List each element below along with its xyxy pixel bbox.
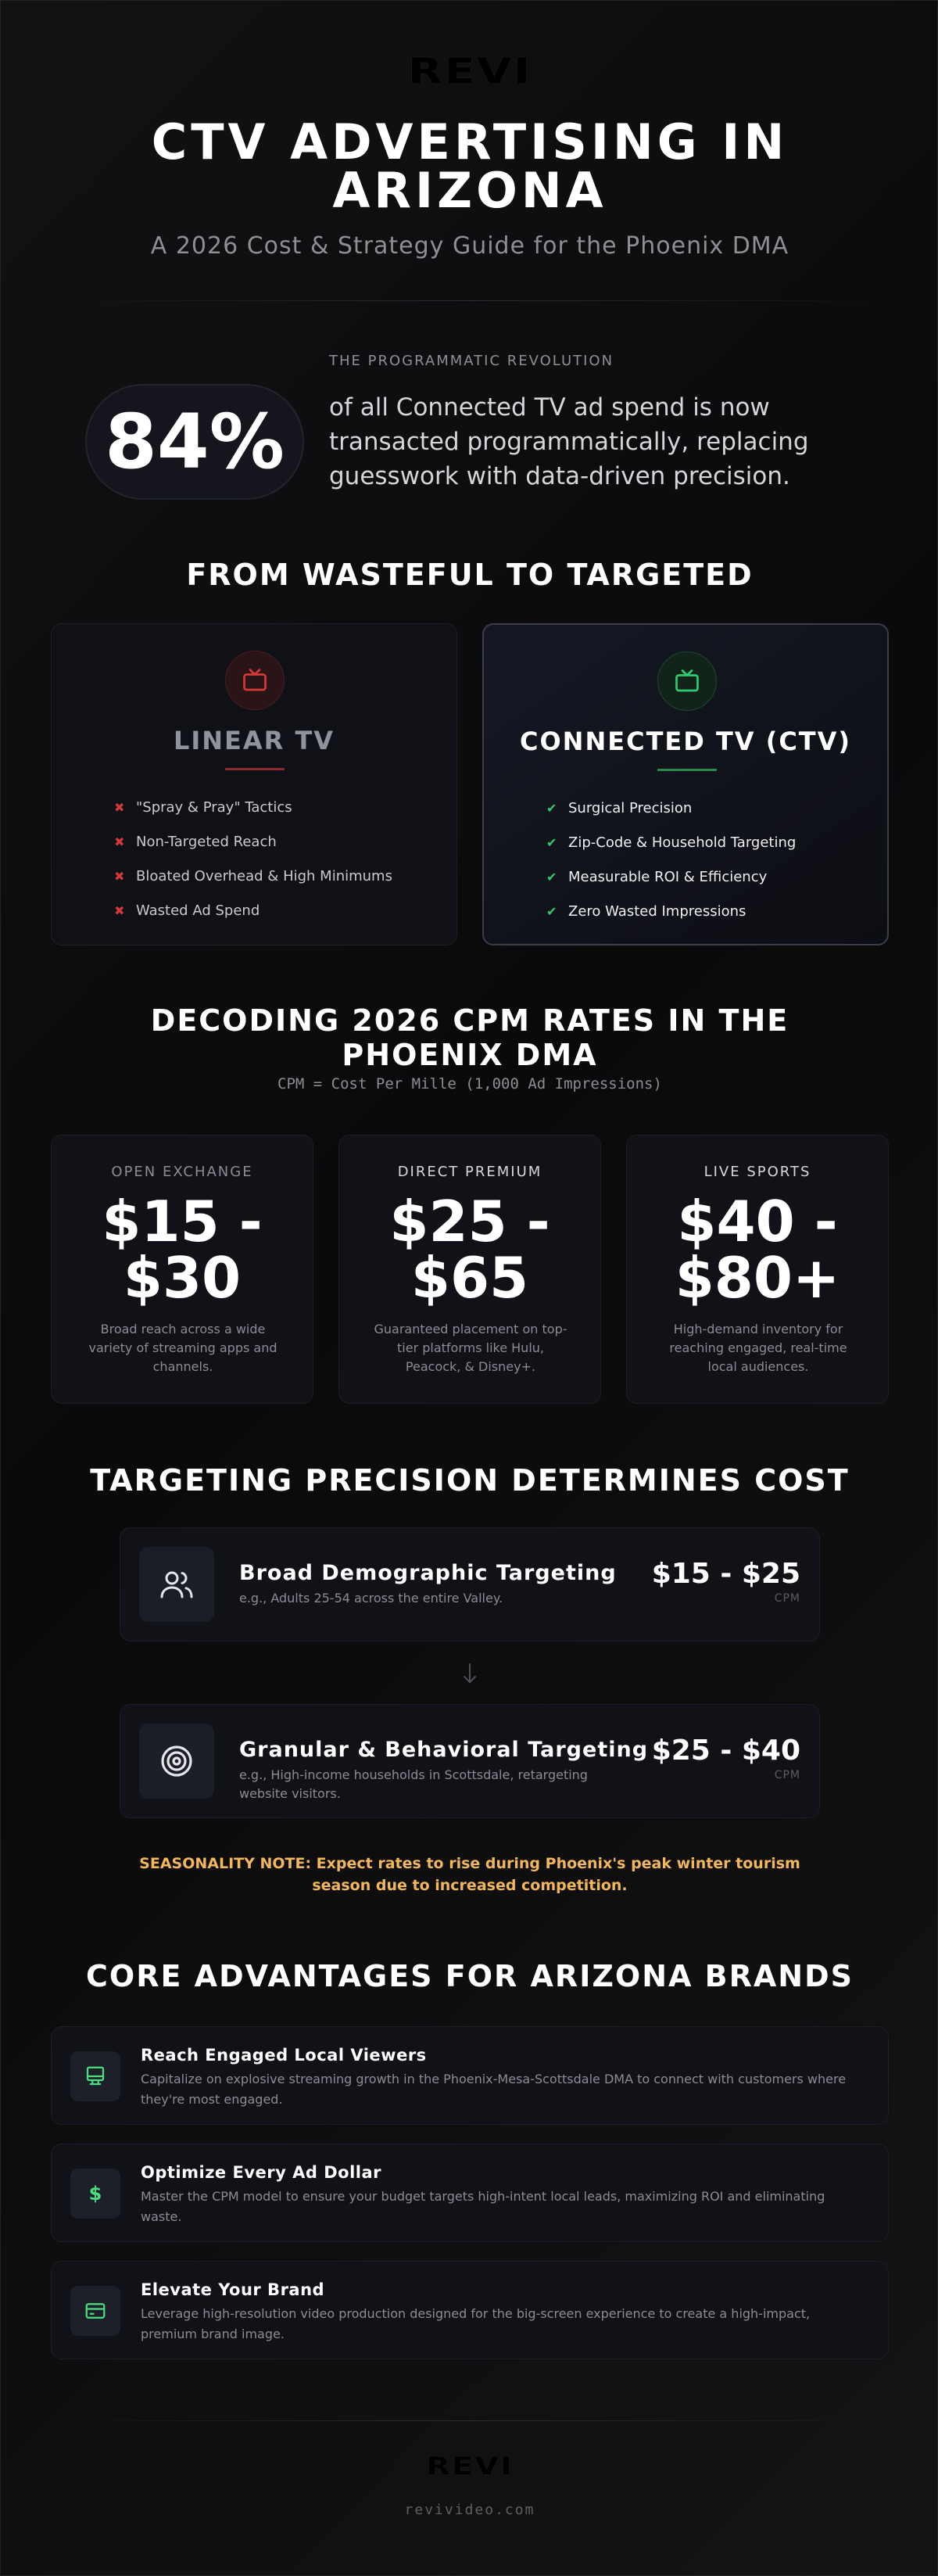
tier-granular (120, 1704, 820, 1818)
tier-unit: CPM (774, 1592, 800, 1605)
cpm-label: OPEN EXCHANGE (111, 1164, 253, 1180)
list-item: ✔ Zip-Code & Household Targeting (546, 834, 797, 851)
tier-title: Granular & Behavioral Targeting (239, 1738, 649, 1762)
cpm-description: Guaranteed placement on top-tier platforms like Hulu, Peacock, & Disney+. (374, 1322, 567, 1374)
cpm-label: DIRECT PREMIUM (397, 1164, 542, 1180)
target-icon (139, 1724, 214, 1799)
linear-tv-title: LINEAR TV (173, 726, 335, 755)
stat-eyebrow: THE PROGRAMMATIC REVOLUTION (329, 353, 614, 369)
arrow-down-icon (460, 1662, 479, 1688)
check-icon: ✔ (546, 869, 557, 884)
users-icon (139, 1547, 214, 1622)
list-item: ✔ Surgical Precision (546, 799, 693, 816)
advantage-title: Optimize Every Ad Dollar (141, 2163, 381, 2182)
check-icon: ✔ (546, 903, 557, 919)
page-subtitle: A 2026 Cost & Strategy Guide for the Phoenix DMA (150, 232, 789, 260)
advantage-description: Capitalize on explosive streaming growth in the Phoenix-Mesa-Scottsdale DMA to connect with customers where they're most engaged. (141, 2072, 847, 2107)
cpm-label: LIVE SPORTS (704, 1164, 811, 1180)
cpm-card-open-exchange (51, 1135, 313, 1404)
stat-description: of all Connected TV ad spend is now transacted programmatically, replacing guesswork with data-driven precision. (329, 393, 809, 490)
check-icon: ✔ (546, 800, 557, 816)
tv-icon (225, 651, 285, 710)
tier-description: e.g., High-income households in Scottsdale, retargeting website visitors. (239, 1767, 588, 1801)
cpm-card-live-sports (626, 1135, 889, 1404)
tier-price: $15 - $25 (651, 1558, 800, 1590)
advantage-title: Reach Engaged Local Viewers (141, 2046, 427, 2065)
linear-tv-card (51, 623, 457, 945)
tier-broad (120, 1527, 820, 1641)
cpm-title: DECODING 2026 CPM RATES IN THE PHOENIX DMA (150, 1003, 789, 1072)
ctv-list (546, 791, 796, 928)
check-icon: ✔ (546, 834, 557, 850)
advantage-title: Elevate Your Brand (141, 2280, 325, 2299)
cpm-value: $25 - $65 (389, 1189, 550, 1311)
list-item: ✖ Bloated Overhead & High Minimums (114, 867, 392, 884)
cpm-value: $15 - $30 (102, 1189, 263, 1311)
list-item: ✖ Wasted Ad Spend (114, 902, 260, 919)
list-item: ✖ Non-Targeted Reach (114, 833, 277, 850)
linear-tv-rule (225, 768, 285, 770)
ctv-card (482, 623, 889, 945)
cpm-description: Broad reach across a wide variety of streaming apps and channels. (88, 1322, 277, 1374)
tier-unit: CPM (774, 1769, 800, 1781)
list-item: ✔ Measurable ROI & Efficiency (546, 868, 768, 885)
list-item: ✖ "Spray & Pray" Tactics (114, 798, 292, 816)
advantage-item (51, 2144, 889, 2242)
seasonality-note: SEASONALITY NOTE: Expect rates to rise during Phoenix's peak winter tourism season due to increased competition. (139, 1855, 800, 1894)
advantage-description: Master the CPM model to ensure your budget targets high-intent local leads, maximizing ROI and eliminating waste. (141, 2189, 825, 2224)
header-logo (1, 45, 938, 98)
divider (51, 2420, 889, 2421)
x-icon: ✖ (114, 834, 125, 849)
x-icon: ✖ (114, 868, 125, 884)
brand-logo: REVI (426, 2452, 514, 2481)
brand-logo: REVI (407, 50, 532, 92)
tier-description: e.g., Adults 25-54 across the entire Valley. (239, 1591, 503, 1606)
footer-logo (1, 2449, 938, 2485)
cpm-value: $40 - $80+ (675, 1189, 840, 1311)
page-title: CTV ADVERTISING IN ARIZONA (151, 113, 789, 219)
footer-url-link[interactable]: revivideo.com (404, 2502, 535, 2518)
monitor-icon (70, 2051, 120, 2101)
ctv-rule (657, 769, 717, 771)
advantage-item (51, 2026, 889, 2125)
comparison-title: FROM WASTEFUL TO TARGETED (186, 558, 754, 592)
advantages-title: CORE ADVANTAGES FOR ARIZONA BRANDS (86, 1959, 854, 1993)
x-icon: ✖ (114, 799, 125, 815)
stat-value: 84% (85, 384, 304, 500)
linear-tv-list (114, 790, 392, 927)
advantage-description: Leverage high-resolution video production designed for the big-screen experience to create a high-impact, premium brand image. (141, 2306, 811, 2341)
divider (51, 300, 889, 301)
cpm-subtitle: CPM = Cost Per Mille (1,000 Ad Impressions) (277, 1075, 662, 1092)
dollar-icon: $ (70, 2169, 120, 2219)
tier-title: Broad Demographic Targeting (239, 1561, 617, 1585)
ctv-title: CONNECTED TV (CTV) (519, 727, 852, 756)
cpm-card-direct-premium (338, 1135, 601, 1404)
list-item: ✔ Zero Wasted Impressions (546, 902, 746, 920)
x-icon: ✖ (114, 902, 125, 918)
targeting-title: TARGETING PRECISION DETERMINES COST (90, 1463, 850, 1498)
advantage-item (51, 2261, 889, 2359)
cpm-description: High-demand inventory for reaching engaged, real-time local audiences. (669, 1322, 847, 1374)
tv-icon (657, 651, 717, 711)
tier-price: $25 - $40 (651, 1735, 800, 1767)
card-icon (70, 2286, 120, 2336)
